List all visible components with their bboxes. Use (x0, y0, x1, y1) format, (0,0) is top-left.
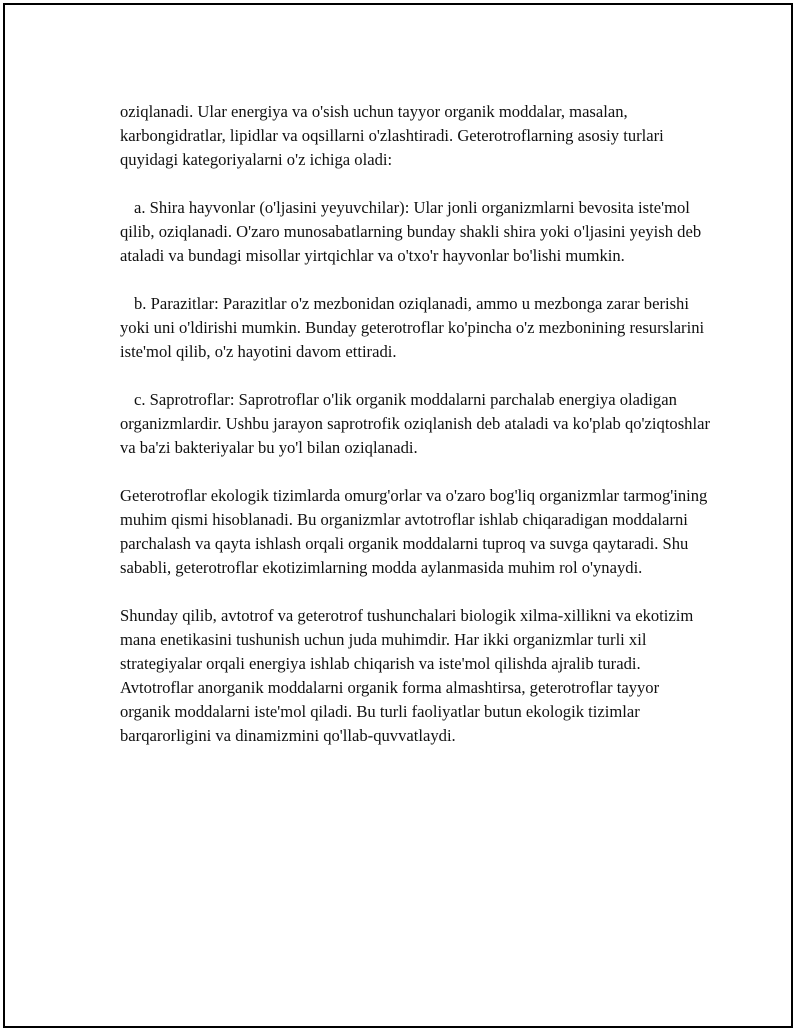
conclusion-paragraph: Shunday qilib, avtotrof va geterotrof tushunchalari biologik xilma-xillikni va ekotizim mana enetikasini tushunish uchun juda muhimdir. Har ikki organizmlar turli xil strategiyalar orqali energiya ishlab chiqarish va iste'mol qilishda ajralib turadi. Avtotroflar anorganik moddalarni organik forma almashtirsa, geterotroflar tayyor organik moddalarni iste'mol qiladi. Bu turli faoliyatlar butun ekologik tizimlar barqarorligini va dinamizmini qo'llab-quvvatlaydi. (120, 606, 694, 745)
paragraph-spacer (120, 172, 710, 196)
list-item-a: a. Shira hayvonlar (o'ljasini yeyuvchilar): Ular jonli organizmlarni bevosita iste'mol qilib, oziqlanadi. O'zaro munosabatlarning bunday shakli shira yoki o'ljasini yeyish deb ataladi va bundagi misollar yirtqichlar va o'txo'r hayvonlar bo'lishi mumkin. (120, 198, 702, 265)
paragraph-spacer (120, 364, 710, 388)
intro-paragraph: oziqlanadi. Ular energiya va o'sish uchun tayyor organik moddalar, masalan, karbongidratlar, lipidlar va oqsillarni o'zlashtiradi. Geterotroflarning asosiy turlari quyidagi kategoriyalarni o'z ichiga oladi: (120, 102, 664, 169)
document-body (120, 100, 710, 748)
paragraph-spacer (120, 580, 710, 604)
paragraph-spacer (120, 268, 710, 292)
list-item-c: c. Saprotroflar: Saprotroflar o'lik organik moddalarni parchalab energiya oladigan organizmlardir. Ushbu jarayon saprotrofik oziqlanish deb ataladi va ko'plab qo'ziqtoshlar va ba'zi bakteriyalar bu yo'l bilan oziqlanadi. (120, 390, 710, 457)
list-item-b: b. Parazitlar: Parazitlar o'z mezbonidan oziqlanadi, ammo u mezbonga zarar berishi yoki uni o'ldirishi mumkin. Bunday geterotroflar ko'pincha o'z mezbonining resurslarini iste'mol qilib, o'z hayotini davom ettiradi. (120, 294, 705, 361)
document-page (3, 3, 793, 1028)
heterotroph-role-paragraph: Geterotroflar ekologik tizimlarda omurg'orlar va o'zaro bog'liq organizmlar tarmog'ining muhim qismi hisoblanadi. Bu organizmlar avtotroflar ishlab chiqaradigan moddalarni parchalash va qayta ishlash orqali organik moddalarni tuproq va suvga qaytaradi. Shu sababli, geterotroflar ekotizimlarning modda aylanmasida muhim rol o'ynaydi. (120, 486, 708, 577)
paragraph-spacer (120, 460, 710, 484)
